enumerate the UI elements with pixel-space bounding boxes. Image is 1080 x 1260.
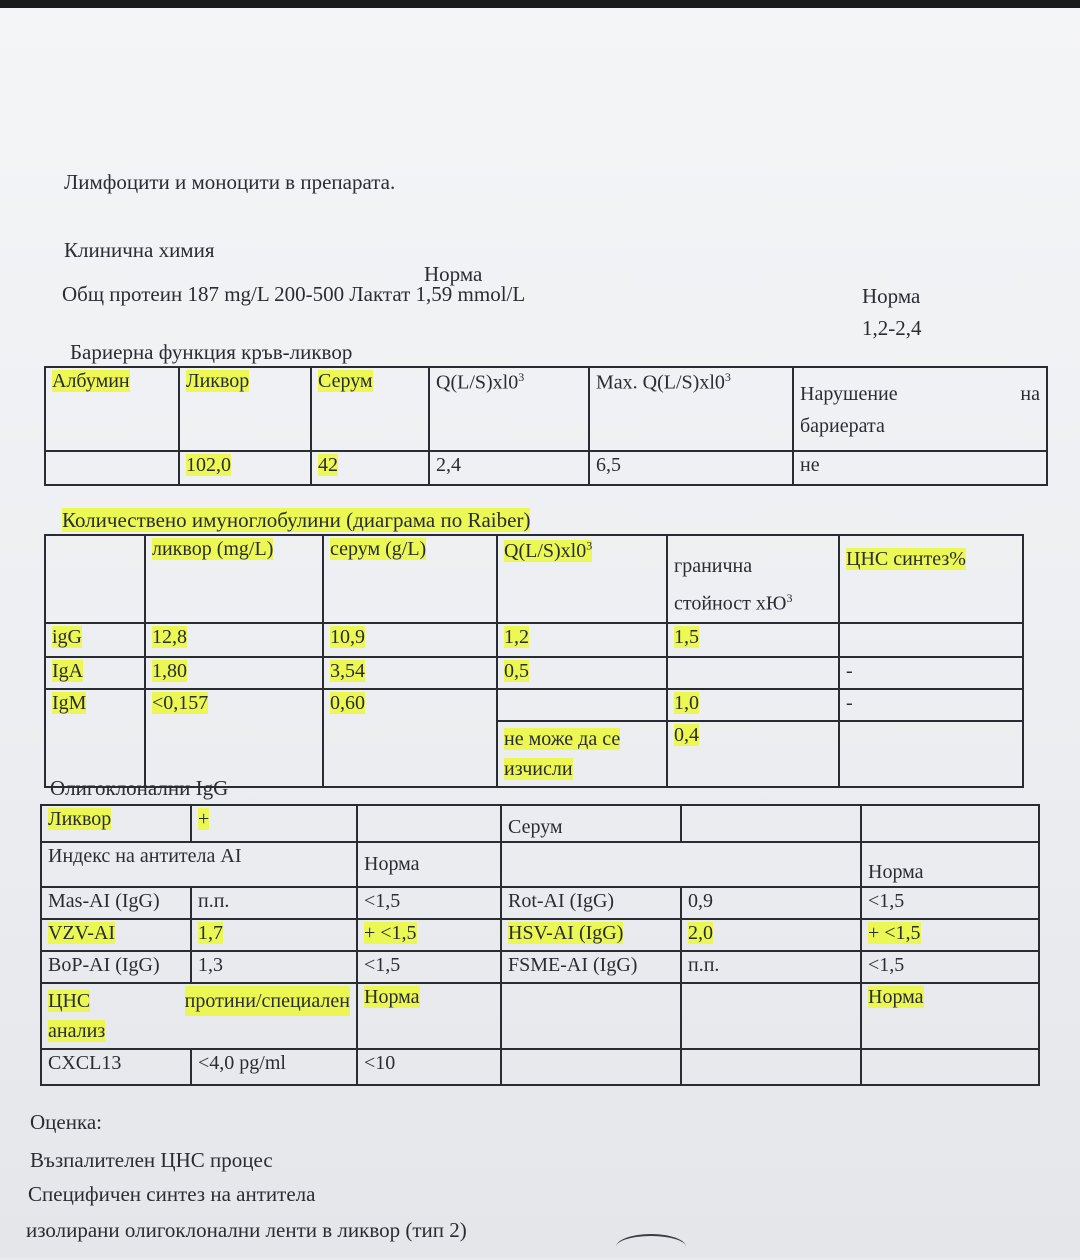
assessment-line-1: Възпалителен ЦНС процес <box>30 1148 273 1172</box>
fsme-ai-name: FSME-AI (IgG) <box>501 951 681 983</box>
assessment-line-3: изолирани олигоклонални ленти в ликвор (тип 2) <box>26 1218 467 1242</box>
igg-limit: 1,5 <box>667 623 839 657</box>
clinical-norm-label: Норма <box>424 262 483 286</box>
cns-proteins-label: ЦНС протини/специален анализ <box>41 983 357 1049</box>
cxcl13-value: <4,0 pg/ml <box>191 1049 357 1085</box>
mas-ai-name: Mas-AI (IgG) <box>41 887 191 919</box>
iga-liquor: 1,80 <box>145 657 323 689</box>
ai-index-label: Индекс на антитела AI <box>41 842 357 887</box>
igg-serum: 10,9 <box>323 623 497 657</box>
igm-serum-cont <box>323 721 497 787</box>
igg-cns <box>839 623 1023 657</box>
oligo-liquor-label: Ликвор <box>41 805 191 842</box>
igm-q-note: не може да се изчисли <box>497 721 667 787</box>
barrier-table <box>44 366 1048 486</box>
ai-norm-label-right: Норма <box>861 842 1039 887</box>
table-row <box>45 689 1023 721</box>
iga-q: 0,5 <box>497 657 667 689</box>
vzv-ai-value: 1,7 <box>191 919 357 951</box>
iga-limit <box>667 657 839 689</box>
igm-q <box>497 689 667 721</box>
barrier-header-q: $Q(L/S)xl0^3$ <box>429 367 589 451</box>
iga-serum: 3,54 <box>323 657 497 689</box>
signature-mark <box>616 1234 686 1260</box>
table-row <box>41 919 1039 951</box>
ai-norm-label: Норма <box>357 842 501 887</box>
oligo-empty-3 <box>861 805 1039 842</box>
barrier-header-albumin: Албумин <box>45 367 179 451</box>
bop-ai-value: 1,3 <box>191 951 357 983</box>
igm-cns-cont <box>839 721 1023 787</box>
table-row <box>41 951 1039 983</box>
igg-q: 1,2 <box>497 623 667 657</box>
barrier-header-serum: Серум <box>311 367 429 451</box>
igm-serum: 0,60 <box>323 689 497 721</box>
igm-cns: - <box>839 689 1023 721</box>
barrier-header-disorder: Нарушение на бариерата <box>793 367 1047 451</box>
rot-ai-norm: <1,5 <box>861 887 1039 919</box>
immuno-header-name <box>45 535 145 623</box>
immuno-title: Количествено имуноглобулини (диаграма по Raiber) <box>62 508 531 532</box>
fsme-ai-value: п.п. <box>681 951 861 983</box>
clinical-line: Общ протеин 187 mg/L 200-500 Лактат 1,59 mmol/L <box>62 282 526 306</box>
cxcl13-empty-3 <box>861 1049 1039 1085</box>
rot-ai-value: 0,9 <box>681 887 861 919</box>
intro-text: Лимфоцити и моноцити в препарата. <box>64 170 396 194</box>
table-row <box>45 657 1023 689</box>
immuno-table <box>44 534 1024 788</box>
top-edge <box>0 0 1080 8</box>
vzv-ai-name: VZV-AI <box>41 919 191 951</box>
bop-ai-name: BoP-AI (IgG) <box>41 951 191 983</box>
igm-name: IgM <box>45 689 145 721</box>
vzv-ai-norm: + <1,5 <box>357 919 501 951</box>
immuno-header-serum: серум (g/L) <box>323 535 497 623</box>
oligo-title: Олигоклонални IgG <box>50 776 229 800</box>
barrier-value-maxq: 6,5 <box>589 451 793 485</box>
lactate-norm-value: 1,2-2,4 <box>862 316 922 340</box>
barrier-value-q: 2,4 <box>429 451 589 485</box>
cns-norm: Норма <box>357 983 501 1049</box>
barrier-header-liquor: Ликвор <box>179 367 311 451</box>
hsv-ai-name: HSV-AI (IgG) <box>501 919 681 951</box>
cxcl13-norm: <10 <box>357 1049 501 1085</box>
iga-name: IgA <box>45 657 145 689</box>
clinical-title: Клинична химия <box>64 238 215 262</box>
mas-ai-value: п.п. <box>191 887 357 919</box>
cxcl13-empty-2 <box>681 1049 861 1085</box>
mas-ai-norm: <1,5 <box>357 887 501 919</box>
barrier-value-liquor: 102,0 <box>179 451 311 485</box>
barrier-value-disorder: не <box>793 451 1047 485</box>
igm-limit-2: 0,4 <box>667 721 839 787</box>
immuno-header-limit: гранична стойност $хЮ^3$ <box>667 535 839 623</box>
oligo-empty-2 <box>681 805 861 842</box>
lactate-norm-label: Норма <box>862 284 921 308</box>
barrier-value-serum: 42 <box>311 451 429 485</box>
cxcl13-empty-1 <box>501 1049 681 1085</box>
barrier-cell-albumin <box>45 451 179 485</box>
barrier-header-maxq: Max. $Q(L/S)xl0^3$ <box>589 367 793 451</box>
rot-ai-name: Rot-AI (IgG) <box>501 887 681 919</box>
oligo-serum-label: Серум <box>501 805 681 842</box>
igm-limit: 1,0 <box>667 689 839 721</box>
iga-cns: - <box>839 657 1023 689</box>
igg-name: igG <box>45 623 145 657</box>
immuno-header-liquor: ликвор (mg/L) <box>145 535 323 623</box>
oligo-empty-1 <box>357 805 501 842</box>
hsv-ai-norm: + <1,5 <box>861 919 1039 951</box>
barrier-title: Бариерна функция кръв-ликвор <box>70 340 353 364</box>
fsme-ai-norm: <1,5 <box>861 951 1039 983</box>
assessment-line-2: Специфичен синтез на антитела <box>28 1182 316 1206</box>
cns-norm-right: Норма <box>861 983 1039 1049</box>
cxcl13-name: CXCL13 <box>41 1049 191 1085</box>
ai-right-empty <box>501 842 861 887</box>
immuno-header-q: $Q(L/S)xl0^3$ <box>497 535 667 623</box>
table-row <box>45 623 1023 657</box>
table-row <box>41 887 1039 919</box>
bop-ai-norm: <1,5 <box>357 951 501 983</box>
igg-liquor: 12,8 <box>145 623 323 657</box>
table-row <box>41 1049 1039 1085</box>
oligo-table <box>40 804 1040 1086</box>
oligo-liquor-value: + <box>191 805 357 842</box>
igm-liquor: <0,157 <box>145 689 323 721</box>
immuno-header-cns: ЦНС синтез% <box>839 535 1023 623</box>
cns-empty-2 <box>681 983 861 1049</box>
hsv-ai-value: 2,0 <box>681 919 861 951</box>
assessment-title: Оценка: <box>30 1110 103 1134</box>
cns-empty-1 <box>501 983 681 1049</box>
